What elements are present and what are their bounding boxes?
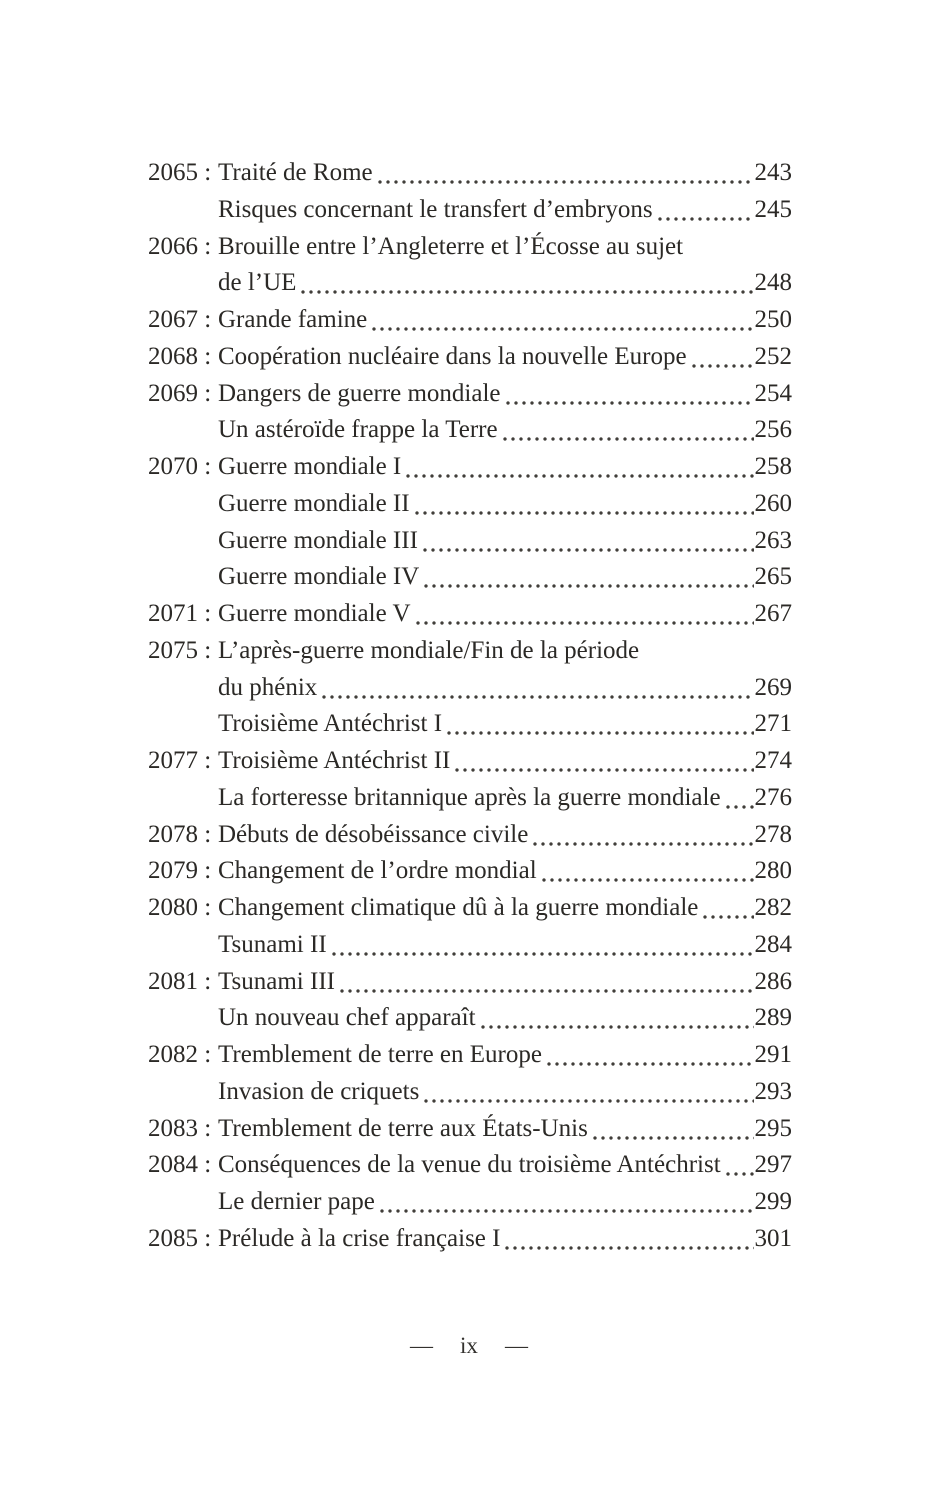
- toc-entry-title: Prélude à la crise française I: [218, 1224, 501, 1252]
- toc-entry-year: 2068 :: [148, 342, 212, 370]
- dot-leader: [724, 1147, 754, 1184]
- dot-leader: [503, 1221, 753, 1258]
- toc-entry: [148, 780, 792, 817]
- toc-entry-page: 258: [754, 453, 792, 480]
- dot-leader: [330, 927, 754, 964]
- dot-leader: [404, 449, 753, 486]
- toc-entry-page: 295: [754, 1114, 792, 1142]
- dot-leader: [479, 1000, 754, 1037]
- toc-entry-year: 2085 :: [148, 1224, 212, 1252]
- toc-entry: [148, 486, 792, 523]
- toc-entry-page: 267: [754, 600, 792, 627]
- toc-entry-page: 301: [754, 1224, 792, 1252]
- toc-entry-page: 293: [754, 1077, 792, 1105]
- dot-leader: [422, 1074, 753, 1111]
- dot-leader: [376, 155, 754, 192]
- toc-entry-year: 2065 :: [148, 159, 212, 186]
- toc-entry-title: du phénix: [218, 673, 318, 701]
- toc-entry: [148, 1147, 792, 1184]
- footer-left-dash: —: [410, 1333, 434, 1358]
- toc-entry-page: 278: [754, 820, 792, 848]
- toc-entry-page: 265: [754, 563, 792, 591]
- toc-entry: [148, 1074, 792, 1111]
- toc-entry-year: 2075 :: [148, 636, 212, 664]
- footer-right-dash: —: [504, 1333, 528, 1358]
- toc-entry: [148, 192, 792, 229]
- toc-entry-page: 245: [754, 195, 792, 223]
- folio-page-number: ix: [460, 1333, 478, 1358]
- toc-entry-title: Guerre mondiale I: [218, 453, 402, 480]
- toc-entry-year: 2070 :: [148, 453, 212, 480]
- toc-entry-title: Risques concernant le transfert d’embryons: [218, 195, 653, 223]
- toc-list: [148, 155, 792, 1258]
- toc-entry-title: Grande famine: [218, 306, 368, 333]
- toc-entry-title: Guerre mondiale III: [218, 526, 418, 554]
- toc-entry: [148, 229, 792, 266]
- toc-entry: [148, 817, 792, 854]
- toc-entry-year: 2080 :: [148, 894, 212, 921]
- toc-entry-page: 299: [754, 1188, 792, 1215]
- toc-entry-year: 2067 :: [148, 306, 212, 333]
- page-footer: [0, 1333, 938, 1359]
- toc-entry: [148, 1000, 792, 1037]
- toc-entry: [148, 853, 792, 890]
- toc-entry: [148, 596, 792, 633]
- toc-entry: [148, 1184, 792, 1221]
- toc-entry-title: L’après-guerre mondiale/Fin de la période: [218, 636, 640, 664]
- toc-entry-title: Le dernier pape: [218, 1188, 375, 1215]
- toc-entry-title: Tremblement de terre aux États-Unis: [218, 1114, 588, 1142]
- dot-leader: [504, 376, 754, 413]
- dot-leader: [445, 706, 753, 743]
- toc-entry-title: Guerre mondiale IV: [218, 563, 420, 591]
- dot-leader: [501, 412, 754, 449]
- toc-entry: [148, 265, 792, 302]
- dot-leader: [656, 192, 754, 229]
- toc-entry-title: Dangers de guerre mondiale: [218, 379, 501, 407]
- toc-entry-title: Invasion de criquets: [218, 1077, 420, 1105]
- toc-entry-year: 2079 :: [148, 857, 212, 885]
- toc-entry-year: 2082 :: [148, 1041, 212, 1068]
- toc-entry-page: 271: [754, 710, 792, 738]
- toc-entry: [148, 1221, 792, 1258]
- toc-entry-year: 2081 :: [148, 967, 212, 995]
- toc-entry: [148, 376, 792, 413]
- toc-entry-title: Guerre mondiale II: [218, 489, 410, 517]
- dot-leader: [413, 486, 754, 523]
- dot-leader: [540, 853, 754, 890]
- toc-entry: [148, 743, 792, 780]
- dot-leader: [299, 265, 753, 302]
- toc-entry-page: 263: [754, 526, 792, 554]
- toc-entry-title: Conséquences de la venue du troisième Antéchrist: [218, 1151, 721, 1179]
- toc-entry: [148, 155, 792, 192]
- toc-entry-page: 250: [754, 306, 792, 333]
- dot-leader: [338, 964, 754, 1001]
- toc-entry-page: 256: [754, 416, 792, 444]
- toc-entry: [148, 964, 792, 1001]
- toc-entry-year: 2078 :: [148, 820, 212, 848]
- toc-entry: [148, 927, 792, 964]
- toc-entry-page: 254: [754, 379, 792, 407]
- toc-entry: [148, 1111, 792, 1148]
- toc-entry-page: 289: [754, 1004, 792, 1032]
- toc-entry-title: Troisième Antéchrist I: [218, 710, 443, 738]
- dot-leader: [591, 1111, 754, 1148]
- toc-entry-year: 2069 :: [148, 379, 212, 407]
- toc-entry-title: Tremblement de terre en Europe: [218, 1041, 542, 1068]
- toc-entry: [148, 706, 792, 743]
- toc-entry-page: 243: [754, 159, 792, 186]
- toc-entry-title: Traité de Rome: [218, 159, 373, 186]
- dot-leader: [724, 780, 754, 817]
- toc-entry-year: 2077 :: [148, 747, 212, 774]
- dot-leader: [378, 1184, 754, 1221]
- dot-leader: [531, 817, 753, 854]
- toc-entry-page: 284: [754, 930, 792, 958]
- toc-entry-title: Changement climatique dû à la guerre mondiale: [218, 894, 699, 921]
- toc-entry: [148, 339, 792, 376]
- toc-entry-title: Troisième Antéchrist II: [218, 747, 451, 774]
- dot-leader: [421, 523, 754, 560]
- toc-entry: [148, 1037, 792, 1074]
- toc-entry-title: Tsunami III: [218, 967, 335, 995]
- toc-entry-page: 291: [754, 1041, 792, 1068]
- toc-entry: [148, 523, 792, 560]
- toc-entry-title: de l’UE: [218, 269, 297, 297]
- toc-entry-title: Un astéroïde frappe la Terre: [218, 416, 498, 444]
- toc-entry-title: Coopération nucléaire dans la nouvelle Europe: [218, 342, 687, 370]
- dot-leader: [701, 890, 753, 927]
- toc-entry-title: Un nouveau chef apparaît: [218, 1004, 476, 1032]
- toc-entry-page: 297: [754, 1151, 792, 1179]
- toc-entry: [148, 302, 792, 339]
- toc-entry-page: 280: [754, 857, 792, 885]
- dot-leader: [422, 559, 753, 596]
- toc-entry-page: 269: [754, 673, 792, 701]
- dot-leader: [320, 670, 753, 707]
- toc-entry-title: Changement de l’ordre mondial: [218, 857, 537, 885]
- toc-entry-year: 2066 :: [148, 232, 212, 260]
- toc-entry-page: 248: [754, 269, 792, 297]
- toc-entry-page: 282: [754, 894, 792, 921]
- dot-leader: [690, 339, 754, 376]
- toc-entry: [148, 670, 792, 707]
- toc-entry-year: 2084 :: [148, 1151, 212, 1179]
- dot-leader: [453, 743, 753, 780]
- toc-entry: [148, 890, 792, 927]
- toc-entry-page: 274: [754, 747, 792, 774]
- toc-entry: [148, 412, 792, 449]
- toc-entry-page: 286: [754, 967, 792, 995]
- toc-entry-year: 2083 :: [148, 1114, 212, 1142]
- toc-entry: [148, 449, 792, 486]
- toc-entry: [148, 633, 792, 670]
- toc-entry-title: Guerre mondiale V: [218, 600, 411, 627]
- dot-leader: [370, 302, 753, 339]
- toc-entry-page: 276: [754, 783, 792, 811]
- toc-entry-title: Tsunami II: [218, 930, 327, 958]
- toc-entry-page: 260: [754, 489, 792, 517]
- toc-entry-title: Brouille entre l’Angleterre et l’Écosse au sujet: [218, 232, 684, 260]
- toc-entry-title: Débuts de désobéissance civile: [218, 820, 529, 848]
- toc-entry-title: La forteresse britannique après la guerre mondiale: [218, 783, 721, 811]
- toc-entry: [148, 559, 792, 596]
- dot-leader: [545, 1037, 754, 1074]
- dot-leader: [414, 596, 754, 633]
- toc-entry-page: 252: [754, 342, 792, 370]
- toc-entry-year: 2071 :: [148, 600, 212, 627]
